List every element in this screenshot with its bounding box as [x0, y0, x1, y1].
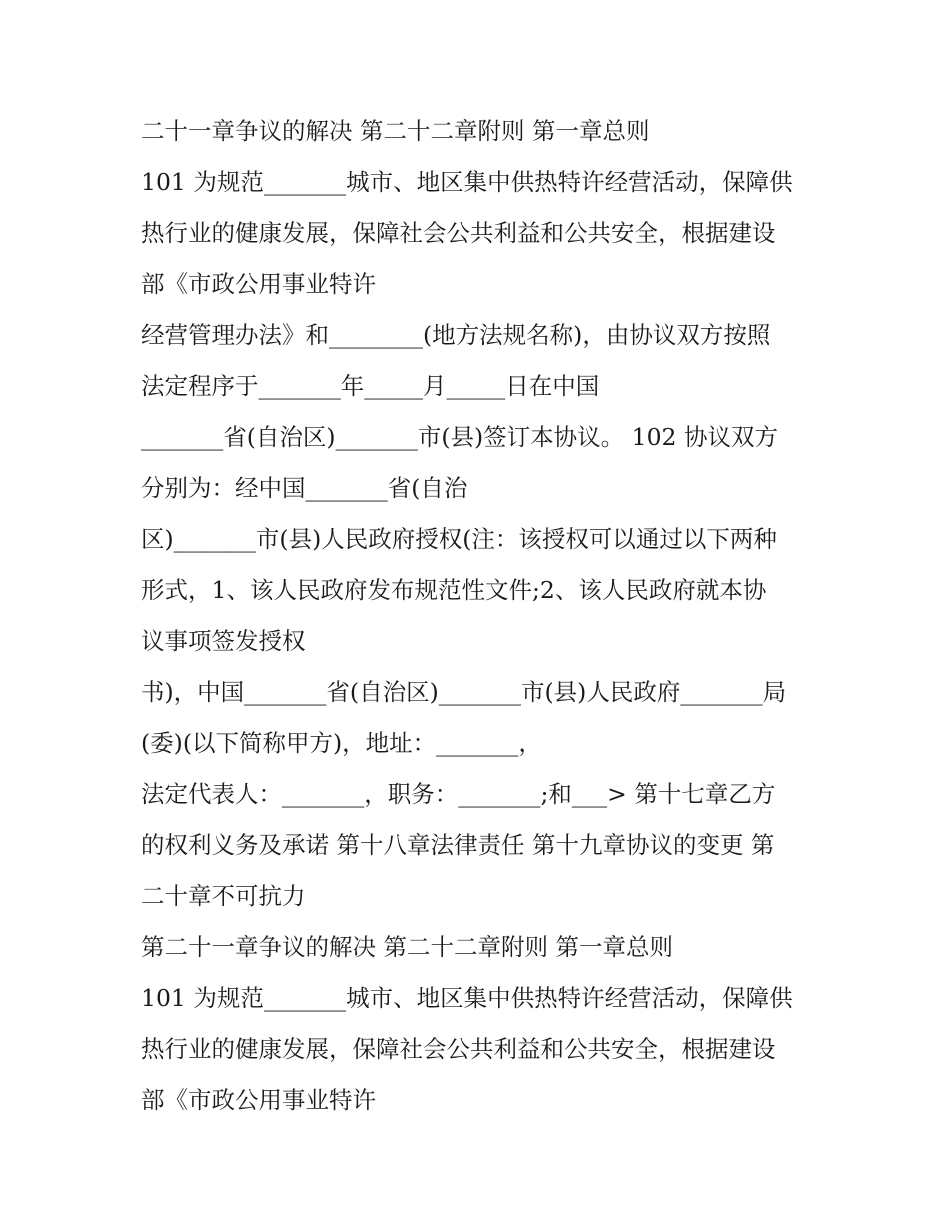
- text-line: 部《市政公用事业特许: [141, 1086, 376, 1114]
- text-line: _______省(自治区)_______市(县)签订本协议。 102 协议双方: [141, 423, 778, 451]
- text-line: 热行业的健康发展，保障社会公共利益和公共安全，根据建设: [141, 219, 776, 247]
- text-line: 议事项签发授权: [141, 627, 306, 655]
- text-line: 书)，中国_______省(自治区)_______市(县)人民政府_______局: [141, 678, 787, 706]
- text-line: 分别为：经中国_______省(自治: [141, 474, 468, 502]
- text-line: 热行业的健康发展，保障社会公共利益和公共安全，根据建设: [141, 1035, 776, 1063]
- text-line: 二十章不可抗力: [141, 882, 306, 910]
- text-line: 101 为规范_______城市、地区集中供热特许经营活动，保障供: [141, 984, 793, 1012]
- text-line: 经营管理办法》和________(地方法规名称)，由协议双方按照: [141, 321, 771, 349]
- text-line: 法定程序于_______年_____月_____日在中国: [141, 372, 600, 400]
- text-line: 部《市政公用事业特许: [141, 270, 376, 298]
- text-line: 形式，1、该人民政府发布规范性文件;2、该人民政府就本协: [141, 576, 767, 604]
- text-line: 的权利义务及承诺 第十八章法律责任 第十九章协议的变更 第: [141, 831, 775, 859]
- text-line: 第二十一章争议的解决 第二十二章附则 第一章总则: [141, 933, 673, 961]
- text-line: (委)(以下简称甲方)，地址：_______，: [141, 729, 542, 757]
- text-line: 法定代表人：_______，职务：_______;和___> 第十七章乙方: [141, 780, 776, 808]
- text-line: 二十一章争议的解决 第二十二章附则 第一章总则: [141, 117, 650, 145]
- document-body: [141, 106, 821, 1126]
- text-line: 区)_______市(县)人民政府授权(注：该授权可以通过以下两种: [141, 525, 777, 553]
- text-line: 101 为规范_______城市、地区集中供热特许经营活动，保障供: [141, 168, 793, 196]
